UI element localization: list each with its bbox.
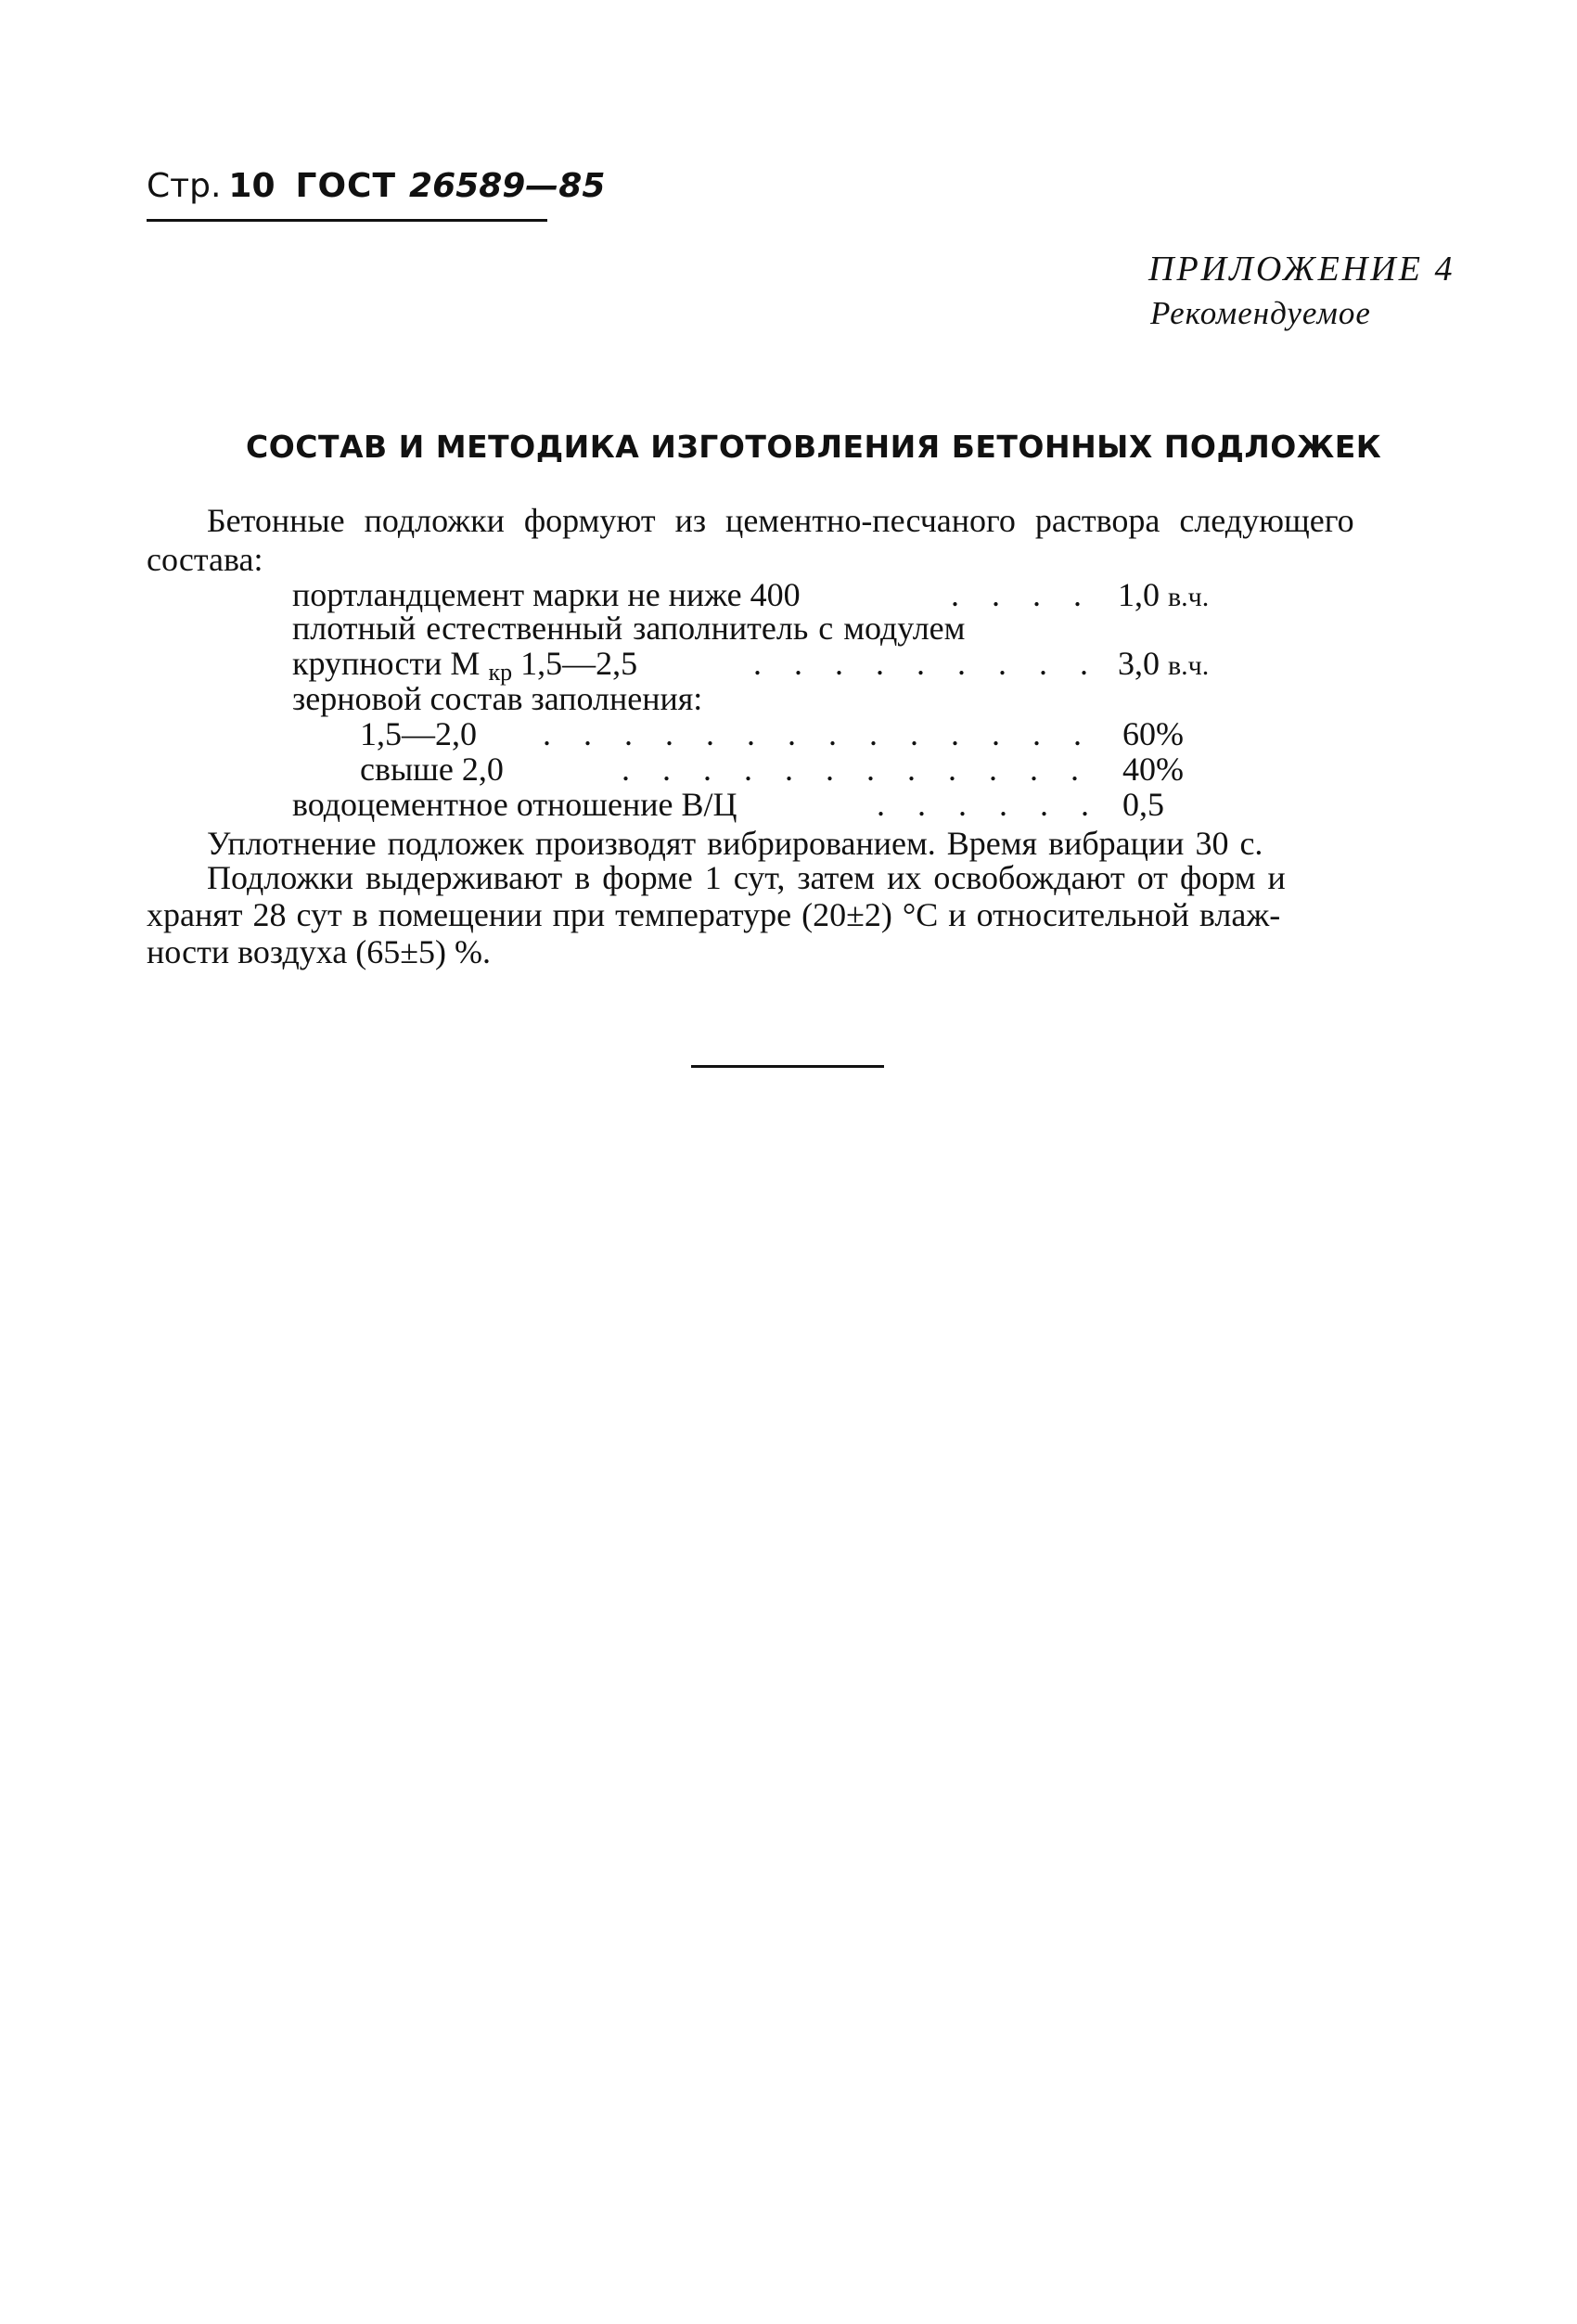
page-label: Стр. [147,167,222,205]
header-rule [147,219,547,222]
wc-label: водоцементное отношение В/Ц [292,786,737,823]
leader-dots: . . . . [951,576,1094,613]
leader-dots: . . . . . . . . . . . . [622,751,1091,788]
composition-row-cement [0,575,1577,613]
standard-name: ГОСТ [295,167,397,205]
cement-value: 1,0 в.ч. [1118,576,1210,613]
page-number: 10 [228,167,276,205]
composition-row-grain-1 [0,714,1577,750]
wc-value: 0,5 [1122,786,1164,823]
document-title: СОСТАВ И МЕТОДИКА ИЗГОТОВЛЕНИЯ БЕТОННЫХ ПОДЛОЖЕК [246,429,1382,465]
page-header [147,167,605,205]
leader-dots: . . . . . . [877,786,1101,823]
grain-1-value: 60% [1122,715,1184,752]
aggregate-desc: плотный естественный заполнитель с модулем [292,610,966,647]
intro-line-1: Бетонные подложки формуют из цементно-песчаного раствора следующего [207,502,1354,539]
composition-row-grain-2 [0,750,1577,788]
leader-dots: . . . . . . . . . [753,645,1100,682]
standard-number: 26589—85 [409,167,606,205]
intro-line-2: состава: [147,541,263,578]
paragraph-curing-line-3: ности воздуха (65±5) %. [147,933,492,970]
aggregate-label: крупности М $_{кр}$ 1,5—2,5 [292,645,638,686]
grain-2-value: 40% [1122,751,1184,788]
composition-row-aggregate [0,644,1577,686]
composition-row-grain-heading [0,679,1577,717]
appendix-status: Рекомендуемое [1150,295,1371,331]
intro-paragraph [147,501,1445,579]
grain-1-label: 1,5—2,0 [360,715,477,752]
paragraph-curing-line-1: Подложки выдерживают в форме 1 сут, затем их освобождают от форм и [207,859,1286,896]
grain-2-label: свыше 2,0 [360,751,504,788]
leader-dots: . . . . . . . . . . . . . . [543,715,1094,752]
paragraph-compaction-text: Уплотнение подложек производят вибрированием. Время вибрации 30 с. [207,825,1263,862]
paragraph-compaction [147,824,1445,863]
end-rule [691,1065,884,1068]
cement-label: портландцемент марки не ниже 400 [292,576,801,613]
grain-heading: зерновой состав заполнения: [292,680,703,717]
paragraph-curing [147,859,1445,970]
appendix-title: ПРИЛОЖЕНИЕ 4 [1148,250,1455,289]
paragraph-curing-line-2: хранят 28 сут в помещении при температуре (20±2) °С и относительной влаж- [147,896,1281,933]
composition-row-aggregate-desc [0,609,1577,647]
composition-row-wc [0,785,1577,823]
aggregate-value: 3,0 в.ч. [1118,645,1210,682]
